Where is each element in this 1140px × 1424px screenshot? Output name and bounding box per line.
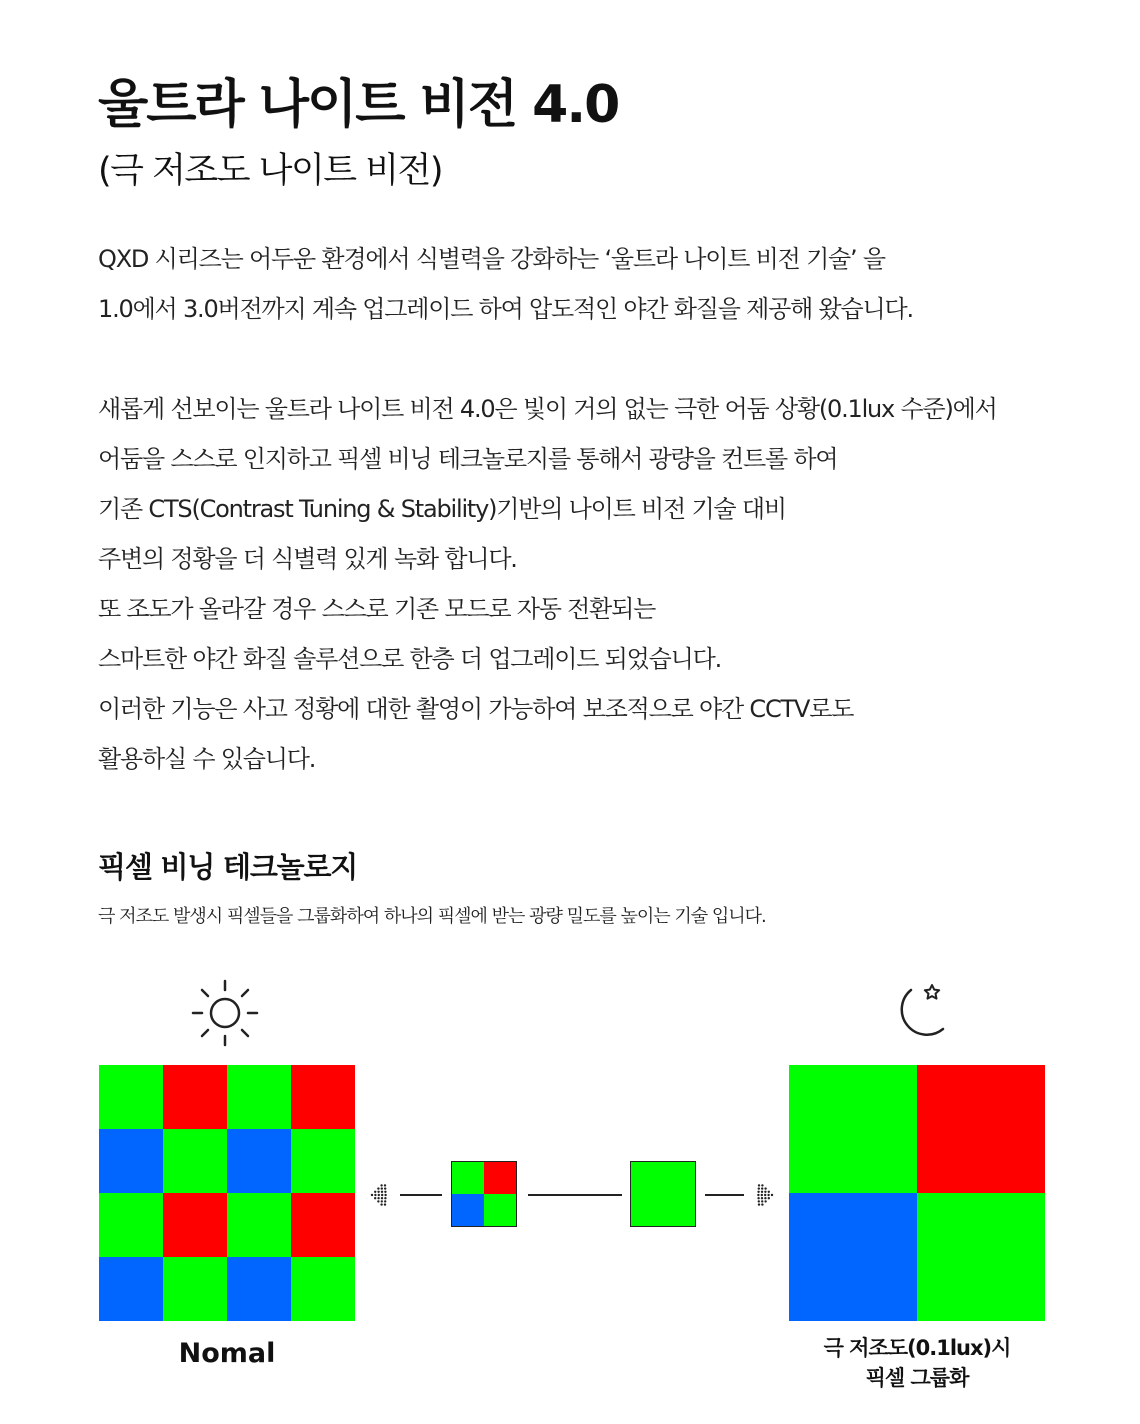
arrow-dot (771, 1194, 773, 1196)
arrow-dot (761, 1203, 763, 1205)
arrow-dot (761, 1187, 763, 1189)
arrow-dot (768, 1197, 770, 1199)
sun-icon (190, 978, 260, 1048)
right-arrow-icon (757, 1184, 773, 1206)
pixel-cell-green (227, 1065, 291, 1129)
arrow-dot (377, 1200, 379, 1202)
arrow-dot (377, 1197, 379, 1199)
pixel-cell-blue (789, 1193, 917, 1321)
description-line: 또 조도가 올라갈 경우 스스로 기존 모드로 자동 전환되는 (98, 595, 656, 623)
arrow-dot (381, 1194, 383, 1196)
moon-star-icon (885, 980, 950, 1045)
arrow-dot (757, 1191, 759, 1193)
arrow-dot (761, 1191, 763, 1193)
left-arrow-icon (371, 1184, 387, 1206)
pixel-cell-red (163, 1065, 227, 1129)
grouping-label-line: 픽셀 그룹화 (865, 1366, 969, 1390)
pixel-cell-green (99, 1193, 163, 1257)
arrow-dot (381, 1187, 383, 1189)
pixel-cell-blue (99, 1257, 163, 1321)
arrow-dot (758, 1200, 760, 1202)
description-line: 활용하실 수 있습니다. (98, 745, 316, 773)
grouping-label (775, 1333, 1059, 1393)
arrow-dot (384, 1194, 386, 1196)
pixel-cell-red (484, 1162, 516, 1194)
arrow-dot (384, 1184, 386, 1186)
arrow-dot (381, 1191, 383, 1193)
pixel-cell-blue (452, 1194, 484, 1226)
arrow-dot (380, 1203, 382, 1205)
arrow-dot (377, 1187, 379, 1189)
arrow-dot (377, 1191, 379, 1193)
pixel-cell-green (917, 1193, 1045, 1321)
pixel-cell-green (163, 1129, 227, 1193)
description-line: 이러한 기능은 사고 정황에 대한 촬영이 가능하여 보조적으로 야간 CCTV로도 (98, 695, 854, 723)
arrow-dot (764, 1187, 766, 1189)
small-pixel-grid (452, 1162, 516, 1226)
arrow-dot (371, 1194, 373, 1196)
arrow-dot (381, 1197, 383, 1199)
arrow-dot (764, 1200, 766, 1202)
arrow-dot (767, 1194, 769, 1196)
arrow-dot (758, 1203, 760, 1205)
description-line: 스마트한 야간 화질 솔루션으로 한층 더 업그레이드 되었습니다. (98, 645, 722, 673)
arrow-dot (758, 1187, 760, 1189)
arrow-dot (761, 1197, 763, 1199)
pixel-cell-green (291, 1129, 355, 1193)
intro-line: 1.0에서 3.0버전까지 계속 업그레이드 하여 압도적인 야간 화질을 제공해 왔습니다. (98, 295, 913, 323)
normal-pixel-grid (99, 1065, 355, 1321)
pixel-cell-green (484, 1194, 516, 1226)
pixel-cell-green (163, 1257, 227, 1321)
binned-single-pixel (631, 1162, 695, 1226)
pixel-cell-blue (227, 1257, 291, 1321)
arrow-dot (757, 1197, 759, 1199)
arrow-dot (758, 1184, 760, 1186)
pixel-cell-red (163, 1193, 227, 1257)
grouped-pixel-grid (789, 1065, 1045, 1321)
arrow-dot (374, 1194, 376, 1196)
arrow-dot (384, 1191, 386, 1193)
description-line: 주변의 정황을 더 식별력 있게 녹화 합니다. (98, 545, 517, 573)
grouping-label-line: 극 저조도(0.1lux)시 (823, 1336, 1011, 1360)
intro-line: QXD 시리즈는 어두운 환경에서 식별력을 강화하는 ‘울트라 나이트 비전 기술’ 을 (98, 245, 885, 273)
pixel-cell-red (291, 1065, 355, 1129)
pixel-cell-green (789, 1065, 917, 1193)
arrow-dot (384, 1203, 386, 1205)
arrow-dot (384, 1197, 386, 1199)
arrow-dot (384, 1187, 386, 1189)
arrow-dot (761, 1194, 763, 1196)
arrow-dot (764, 1191, 766, 1193)
section-description: 극 저조도 발생시 픽셀들을 그룹화하여 하나의 픽셀에 받는 광량 밀도를 높이는 기술 입니다. (98, 906, 766, 927)
pixel-cell-green (227, 1193, 291, 1257)
pixel-cell-blue (227, 1129, 291, 1193)
page-subtitle: (극 저조도 나이트 비전) (98, 151, 442, 191)
pixel-cell-red (917, 1065, 1045, 1193)
arrow-dot (384, 1200, 386, 1202)
normal-label: Nomal (178, 1338, 276, 1369)
arrow-dot (374, 1191, 376, 1193)
section-title: 픽셀 비닝 테크놀로지 (98, 850, 358, 884)
description-line: 기존 CTS(Contrast Tuning & Stability)기반의 나이트 비전 기술 대비 (98, 495, 786, 523)
arrow-dot (381, 1200, 383, 1202)
description-line: 새롭게 선보이는 울트라 나이트 비전 4.0은 빛이 거의 없는 극한 어둠 상황(0.1lux 수준)에서 (98, 395, 997, 423)
pixel-cell-green (291, 1257, 355, 1321)
arrow-dot (380, 1184, 382, 1186)
pixel-cell-red (291, 1193, 355, 1257)
pixel-cell-blue (99, 1129, 163, 1193)
arrow-dot (761, 1200, 763, 1202)
pixel-cell-green (99, 1065, 163, 1129)
pixel-cell-green (452, 1162, 484, 1194)
intro-paragraph (98, 234, 1098, 334)
arrow-dot (764, 1194, 766, 1196)
binning-arrows (360, 1170, 790, 1220)
arrow-dot (761, 1184, 763, 1186)
page-title: 울트라 나이트 비전 4.0 (98, 75, 619, 135)
arrow-dot (768, 1191, 770, 1193)
arrow-dot (374, 1197, 376, 1199)
description-line: 어둠을 스스로 인지하고 픽셀 비닝 테크놀로지를 통해서 광량을 컨트롤 하여 (98, 445, 838, 473)
description-paragraph (98, 384, 1098, 784)
arrow-dot (757, 1194, 759, 1196)
arrow-dot (378, 1194, 380, 1196)
arrow-dot (764, 1197, 766, 1199)
